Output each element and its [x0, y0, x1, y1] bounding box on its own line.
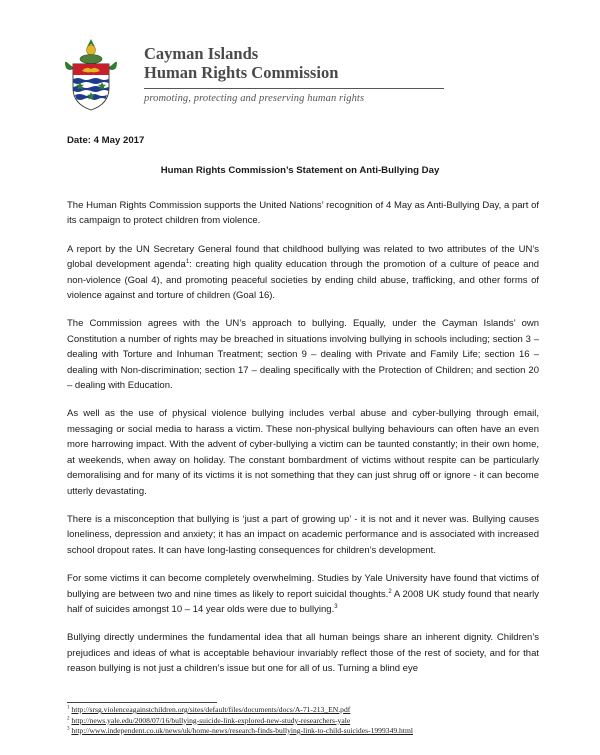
letterhead: [60, 38, 520, 118]
paragraph-6-text: For some victims it can become completely overwhelming. Studies by Yale University have found that victims of bullying are between two and nine times as likely to report suicidal thoughts.: [67, 573, 539, 600]
paragraph-5: There is a misconception that bullying is ‘just a part of growing up’ - it is not and it never was. Bullying causes loneliness, depression and anxiety; it has an impact on academic performance and is associated with increased school dropout rates. It can have long-lasting consequences for children’s development.: [67, 513, 539, 556]
footnote-ref-3[interactable]: 3: [334, 603, 338, 610]
paragraph-6-text-cont: A 2008 UK study found that nearly half of suicides amongst 10 – 14 year olds were due to bullying.: [67, 588, 540, 615]
paragraph-1: The Human Rights Commission supports the United Nations’ recognition of 4 May as Anti-Bullying Day, a part of its campaign to protect children from violence.: [67, 200, 539, 227]
paragraph-6: [67, 571, 539, 617]
footnote-ref-2[interactable]: 2: [388, 588, 392, 595]
organization-name-line2: Human Rights Commission: [144, 63, 339, 82]
footnote-3: [67, 726, 547, 737]
paragraph-2-text: A report by the UN Secretary General found that childhood bullying was related to two attributes of the UN’s global development agenda: [67, 243, 539, 271]
statement-body: [67, 198, 539, 690]
coat-of-arms-icon: [60, 38, 122, 112]
footnote-ref-1[interactable]: 1: [185, 259, 190, 266]
footnote-link-3[interactable]: http://www.independent.co.uk/news/uk/home-news/research-finds-bullying-link-to-child-suicides-1999349.html: [71, 726, 413, 735]
tagline-divider: [144, 88, 444, 89]
statement-date: Date: 4 May 2017: [67, 135, 145, 146]
footnote-2: [67, 716, 547, 727]
paragraph-4: As well as the use of physical violence bullying includes verbal abuse and cyber-bullying through email, messaging or social media to harass a victim. These non-physical bullying behaviours can often have an even more harrowing impact. With the advent of cyber-bullying a victim can be taunted constantly; in their own home, at weekends, when away on holiday. The constant bombardment of victims without respite can be particularly demoralising and for many of its victims it is not something that they can just shrug off or ignore - it can become utterly devastating.: [67, 408, 539, 497]
statement-title: Human Rights Commission’s Statement on Anti-Bullying Day: [160, 165, 440, 176]
footnote-link-2[interactable]: http://news.yale.edu/2008/07/16/bullying-suicide-link-explored-new-study-researchers-yale: [71, 715, 351, 725]
footnote-number: 2: [67, 715, 70, 721]
footnotes: [67, 705, 547, 737]
tagline: promoting, protecting and preserving human rights: [144, 93, 365, 104]
paragraph-3: The Commission agrees with the UN’s approach to bullying. Equally, under the Cayman Islands’ own Constitution a number of rights may be breached in situations involving bullying in schools including; section 3 – dealing with Torture and Inhuman Treatment; section 9 – dealing with Private and Family Life; section 16 – dealing with Non-discrimination; section 17 – dealing specifically with the Protection of Children; and section 20 – dealing with Education.: [67, 318, 539, 392]
organization-name-line1: Cayman Islands: [144, 44, 259, 63]
footnote-divider: [67, 702, 217, 703]
footnote-number: 1: [67, 705, 70, 711]
footnote-number: 3: [67, 726, 70, 732]
paragraph-2-text-cont: : creating high quality education through the promotion of a culture of peace and non-violence (Goal 4), and promoting peaceful societies by ending child abuse, trafficking, and other forms of violence against and torture of children (Goal 16).: [67, 259, 540, 302]
paragraph-7: Bullying directly undermines the fundamental idea that all human beings share an inherent dignity. Children’s prejudices and ideas of what is acceptable behaviour invariably reflect those of the rest of society, and for that reason bullying is not just a children’s issue but one for all of us. Turning a blind eye: [67, 632, 539, 675]
paragraph-2: [67, 242, 539, 304]
footnote-1: [67, 705, 547, 716]
organization-name: [144, 44, 338, 82]
footnote-link-1[interactable]: http://srsg.violenceagainstchildren.org/sites/default/files/documents/docs/A-71-213_EN.pdf: [71, 705, 351, 714]
